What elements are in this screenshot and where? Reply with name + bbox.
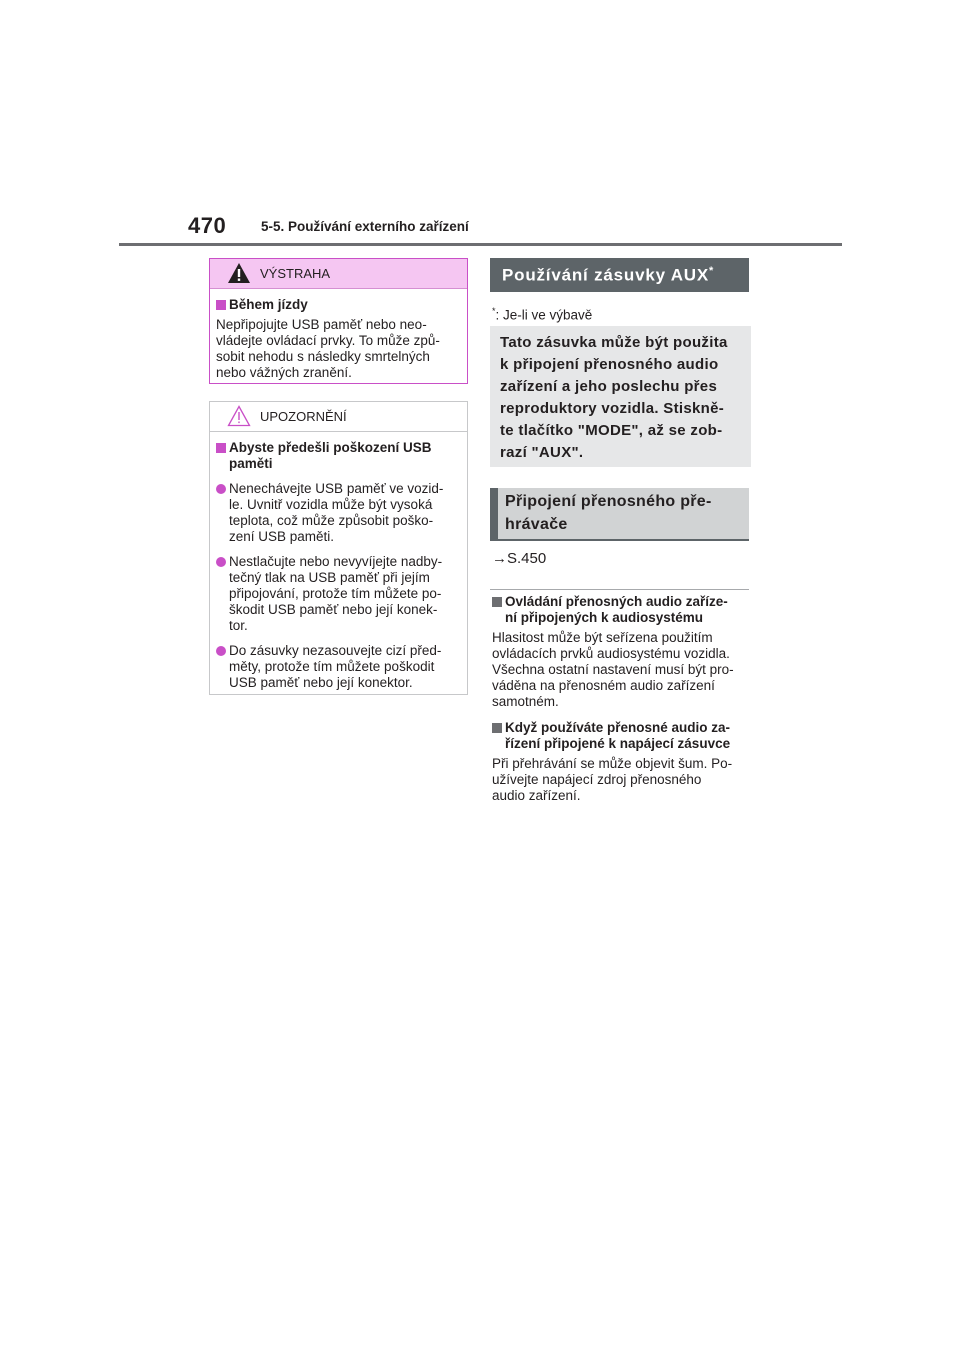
power-subtitle: Když používáte přenosné audio za- řízení připojené k napájecí zásuvce xyxy=(492,720,752,752)
footnote: *: Je-li ve výbavě xyxy=(492,306,593,323)
warning-triangle-outline-icon xyxy=(227,405,251,427)
controls-text: Hlasitost může být seřízena použitím ovládacích prvků audiosystému vozidla. Všechna ostatní nastavení musí být pro- váděna na přenosném audio zařízení samotném. xyxy=(492,630,734,709)
caution-subtitle: Abyste předešli poškození USB paměti xyxy=(216,440,457,472)
intro-box: Tato zásuvka může být použita k připojení přenosného audio zařízení a jeho poslechu přes reproduktory vozidla. Stiskně- te tlačítko "MODE", až se zob- razí "AUX". xyxy=(490,326,751,467)
aux-heading-band xyxy=(490,258,749,292)
dot-bullet-icon xyxy=(216,646,226,656)
caution-body xyxy=(210,432,467,691)
section-title: 5-5. Používání externího zařízení xyxy=(261,219,469,234)
warning-line: nebo vážných zranění. xyxy=(216,365,352,380)
header-rule xyxy=(119,243,842,246)
caution-header xyxy=(210,402,467,432)
controls-subtitle: Ovládání přenosných audio zaříze- ní připojených k audiosystému xyxy=(492,594,752,626)
warning-line: Nepřipojujte USB paměť nebo neo- xyxy=(216,317,427,332)
caution-bullet: Nenechávejte USB paměť ve vozid- le. Uvnitř vozidla může být vysoká teplota, což může způsobit poško- zení USB paměti. xyxy=(216,481,457,545)
connect-heading: Připojení přenosného pře- hrávače xyxy=(490,488,749,541)
caution-bullet: Do zásuvky nezasouvejte cizí před- měty, protože tím můžete poškodit USB paměť nebo její konektor. xyxy=(216,643,457,691)
square-bullet-icon xyxy=(492,597,502,607)
warning-triangle-filled-icon xyxy=(227,262,251,284)
footnote-marker: * xyxy=(709,265,715,277)
warning-line: vládejte ovládací prvky. To může způ- xyxy=(216,333,440,348)
page-number: 470 xyxy=(188,213,227,238)
warning-text xyxy=(216,317,457,381)
square-bullet-icon xyxy=(216,300,226,310)
warning-subtitle: Během jízdy xyxy=(216,297,457,313)
dot-bullet-icon xyxy=(216,557,226,567)
caution-bullet: Nestlačujte nebo nevyvíjejte nadby- tečný tlak na USB paměť při jejím připojování, protože tím můžete po- škodit USB paměť nebo její konek- tor. xyxy=(216,554,457,634)
aux-details xyxy=(492,594,752,804)
caution-box xyxy=(209,401,468,695)
page-reference-link[interactable]: →S.450 xyxy=(492,550,547,567)
warning-body xyxy=(210,289,467,381)
caution-title: UPOZORNĚNÍ xyxy=(260,409,347,424)
warning-title: VÝSTRAHA xyxy=(260,266,331,281)
aux-heading: Používání zásuvky AUX* xyxy=(502,265,715,285)
square-bullet-icon xyxy=(492,723,502,733)
warning-box xyxy=(209,258,468,384)
power-text: Při přehrávání se může objevit šum. Po- užívejte napájecí zdroj přenosného audio zařízení. xyxy=(492,756,733,803)
divider xyxy=(490,589,749,590)
warning-line: sobit nehodu s následky smrtelných xyxy=(216,349,430,364)
warning-header xyxy=(210,259,467,289)
square-bullet-icon xyxy=(216,443,226,453)
dot-bullet-icon xyxy=(216,484,226,494)
